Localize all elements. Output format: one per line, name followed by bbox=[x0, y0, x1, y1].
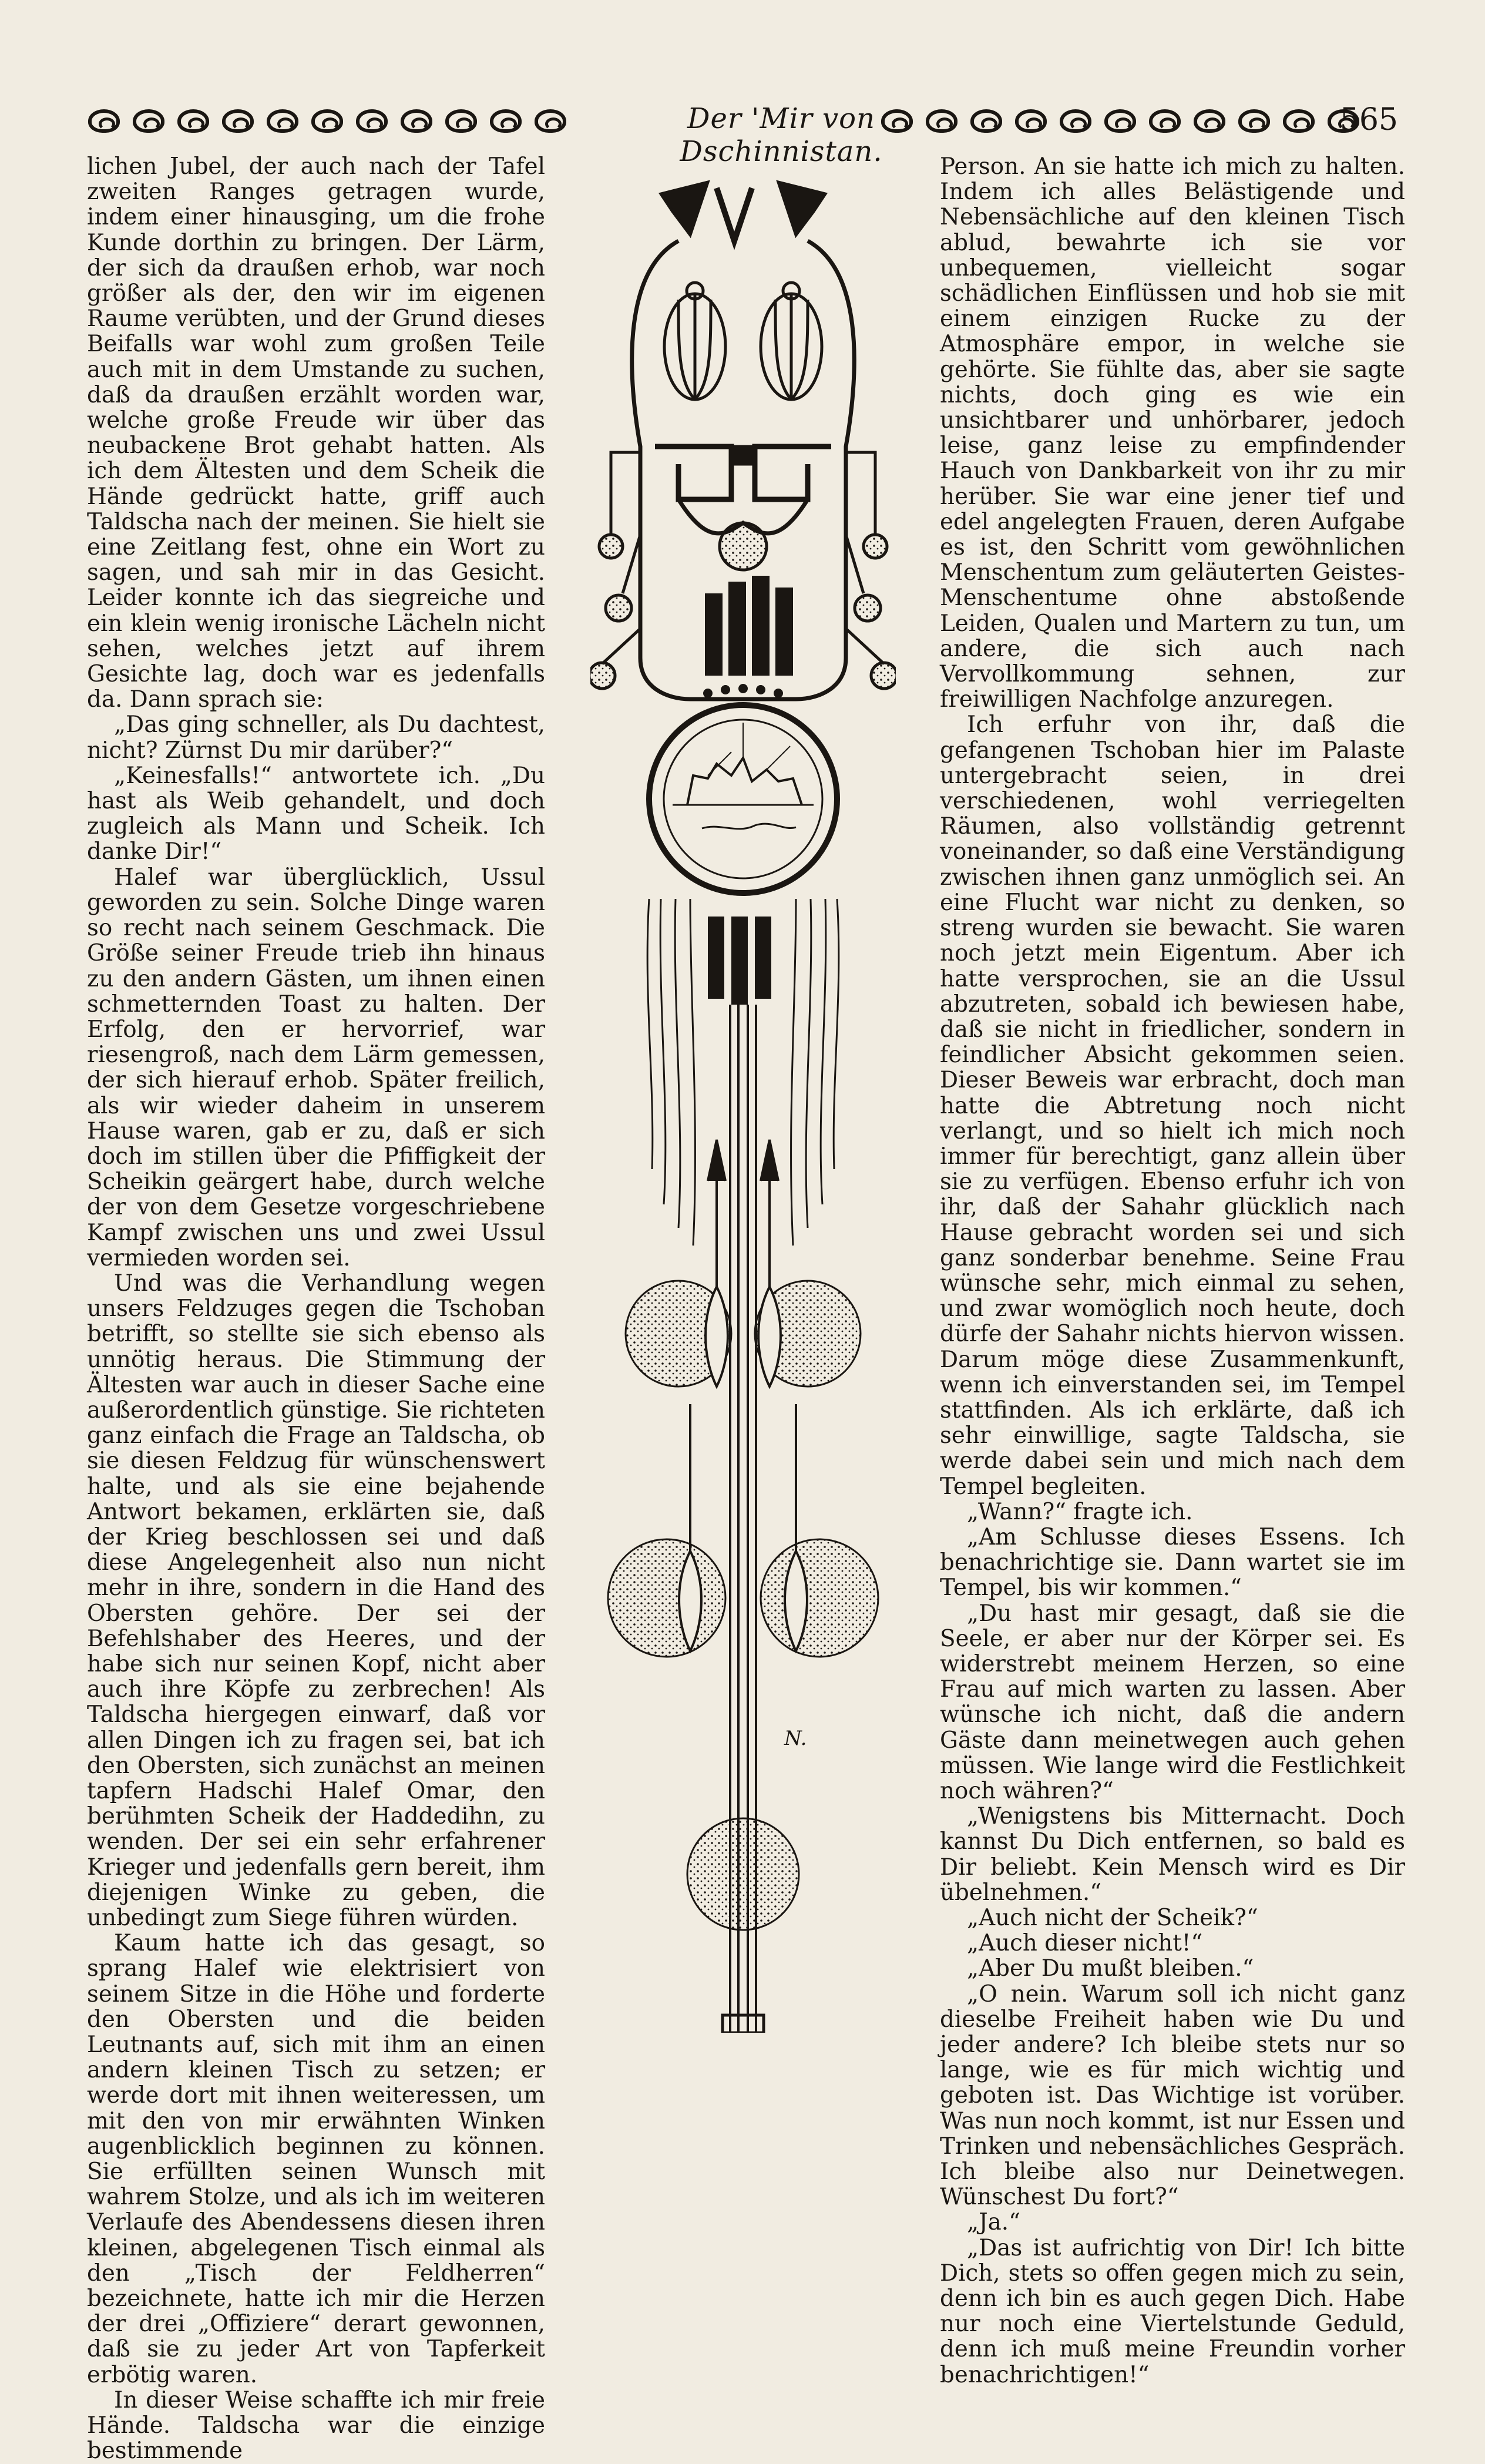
vertical-bars bbox=[705, 576, 793, 676]
flower-bud-left bbox=[664, 283, 725, 400]
pillar-base bbox=[723, 2015, 764, 2033]
paragraph: „Keinesfalls!“ antwortete ich. „Du hast als Weib gehandelt, und doch zugleich als Mann und Scheik. Ich danke Dir!“ bbox=[87, 762, 545, 865]
paragraph: „Am Schlusse dieses Essens. Ich benachrichtige sie. Dann wartet sie im Tempel, bis wir kommen.“ bbox=[940, 1523, 1405, 1602]
left-text-column bbox=[87, 154, 545, 2463]
right-text-column bbox=[940, 154, 1405, 2388]
artist-signature: N. bbox=[784, 1727, 807, 1750]
header-ornament-right bbox=[881, 109, 1359, 133]
dotted-disc bbox=[687, 1818, 799, 1930]
page-number: 565 bbox=[1339, 102, 1398, 137]
mask-ornament bbox=[655, 447, 831, 570]
running-title: Der 'Mir von Dschinnistan. bbox=[680, 102, 883, 168]
paragraph: „Auch nicht der Scheik?“ bbox=[967, 1905, 1258, 1932]
crest-leaf-ornament bbox=[661, 182, 825, 241]
paragraph: lichen Jubel, der auch nach der Tafel zweiten Ranges getragen wurde, indem einer hinausging, um die frohe Kunde dorthin zu bringen. Der Lärm, der sich da draußen erhob, war noch größer als der, den wir im eigenen Raume verübten, und der Grund dieses Beifalls war wohl zum großen Teile auch mit in dem Umstande zu suchen, daß da draußen erzählt worden war, welche große Freude wir über das neubackene Brot gehabt hatten. Als ich dem Ältesten und dem Scheik die Hände gedrückt hatte, griff auch Taldscha nach der meinen. Sie hielt sie eine Zeitlang fest, ohne ein Wort zu sagen, und sah mir in das Gesicht. Leider konnte ich das siegreiche und ein klein wenig ironische Lächeln nicht sehen, welches jetzt auf ihrem Gesichte lag, doch war es jedenfalls da. Dann sprach sie: bbox=[87, 153, 545, 713]
central-pillar-bars bbox=[708, 917, 771, 1005]
paragraph: „Das ist aufrichtig von Dir! Ich bitte Dich, stets so offen gegen mich zu sein, denn ich bin es auch gegen Dich. Habe nur noch eine Viertelstunde Geduld, denn ich muß meine Freundin vorher benachrichtigen!“ bbox=[940, 2234, 1405, 2388]
dotted-disc bbox=[608, 1539, 725, 1657]
paragraph: „Ja.“ bbox=[967, 2209, 1020, 2236]
flower-bud-right bbox=[761, 283, 822, 400]
side-pendant-left bbox=[590, 452, 640, 689]
paragraph: Kaum hatte ich das gesagt, so sprang Halef wie elektrisiert von seinem Sitze in die Höhe und forderte den Obersten und die beiden Leutnants auf, sich mit ihm an einen andern kleinen Tisch zu setzen; er werde dort mit ihnen weiteressen, um mit den von mir erwähnten Winken augenblicklich beginnen zu können. Sie erfüllten seinen Wunsch mit wahrem Stolze, und als ich im weiteren Verlaufe des Abendessens diesen ihren kleinen, abgelegenen Tisch einmal als den „Tisch der Feldherren“ bezeichnete, hatte ich mir die Herzen der drei „Offiziere“ derart gewonnen, daß sie zu jeder Art von Tapferkeit erbötig waren. bbox=[87, 1930, 545, 2388]
paragraph: In dieser Weise schaffte ich mir freie Hände. Taldscha war die einzige bestimmende bbox=[87, 2386, 545, 2464]
paragraph: „Du hast mir gesagt, daß sie die Seele, er aber nur der Körper sei. Es widerstrebt meinem Herzen, so eine Frau auf mich warten zu lassen. Aber wünsche ich nicht, daß die andern Gäste dann meinetwegen auch gehen müssen. Wie lange wird die Festlichkeit noch währen?“ bbox=[940, 1600, 1405, 1804]
paragraph: „Das ging schneller, als Du dachtest, nicht? Zürnst Du mir darüber?“ bbox=[87, 711, 545, 764]
paragraph: „O nein. Warum soll ich nicht ganz dieselbe Freiheit haben wie Du und jeder andere? Ich bleibe stets nur so lange, wie es für mich wichtig und geboten ist. Das Wichtige ist vorüber. Was nun noch kommt, ist nur Essen und Trinken und nebensächliches Gespräch. Ich bleibe also nur Deinetwegen. Wünschest Du fort?“ bbox=[940, 1980, 1405, 2211]
art-nouveau-illustration bbox=[590, 170, 896, 2033]
hanging-flower-blossoms bbox=[679, 1140, 807, 1651]
paragraph: Halef war überglücklich, Ussul geworden zu sein. Solche Dinge waren so recht nach seinem Geschmack. Die Größe seiner Freude trieb ihn hinaus zu den andern Gästen, um ihnen einen schmetternden Toast zu halten. Der Erfolg, den er hervorrief, war riesengroß, nach dem Lärm gemessen, der sich hierauf erhob. Später freilich, als wir wieder daheim in unserem Hause waren, gab er zu, daß er sich doch im stillen über die Pfiffigkeit der Scheikin geärgert habe, durch welche der von dem Gesetze vorgeschriebene Kampf zwischen uns und zwei Ussul vermieden worden sei. bbox=[87, 864, 545, 1271]
paragraph: Ich erfuhr von ihr, daß die gefangenen Tschoban hier im Palaste untergebracht seien, in drei verschiedenen, wohl verriegelten Räumen, also vollständig getrennt voneinander, so daß eine Verständigung zwischen ihnen ganz unmöglich sei. An eine Flucht war nicht zu denken, so streng wurden sie bewacht. Sie waren noch jetzt mein Eigentum. Aber ich hatte versprochen, sie an die Ussul abzutreten, sobald ich bewiesen habe, daß sie nicht in friedlicher, sondern in feindlicher Absicht gekommen seien. Dieser Beweis war erbracht, doch man hatte die Abtretung noch nicht verlangt, und so hielt ich mich noch immer für berechtigt, ganz allein über sie zu verfügen. Ebenso erfuhr ich von ihr, daß der Sahahr glücklich nach Hause gebracht worden sei und sich ganz sonderbar benehme. Seine Frau wünsche sehr, mich einmal zu sehen, und zwar womöglich noch heute, doch dürfe der Sahahr nichts hiervon wissen. Darum möge diese Zusammenkunft, wenn ich einverstanden sei, im Tempel stattfinden. Als ich erklärte, daß ich sehr einwillige, sagte Taldscha, sie werde dabei sein und mich nach dem Tempel begleiten. bbox=[940, 711, 1405, 1500]
medallion-landscape bbox=[649, 705, 837, 893]
running-header bbox=[88, 99, 1398, 168]
paragraph: Person. An sie hatte ich mich zu halten. Indem ich alles Belästigende und Nebensächliche auf den kleinen Tisch ablud, bewahrte ich sie vor unbequemen, vielleicht sogar schädlichen Einflüssen und hob sie mit einem einzigen Rucke zu der Atmosphäre empor, in welche sie gehörte. Sie fühlte das, aber sie sagte nichts, doch ging es wie ein unsichtbarer und unhörbarer, jedoch leise, ganz leise zu empfindender Hauch von Dankbarkeit von ihr zu mir herüber. Sie war eine jener tief und edel angelegten Frauen, deren Aufgabe es ist, den Schritt vom gewöhnlichen Menschentum zum geläuterten Geistes-Menschentume ohne abstoßende Leiden, Qualen und Martern zu tun, um andere, die sich auch nach Vervollkommung sehnen, zur freiwilligen Nachfolge anzuregen. bbox=[940, 153, 1405, 713]
paragraph: „Aber Du mußt bleiben.“ bbox=[967, 1955, 1254, 1982]
paragraph: „Auch dieser nicht!“ bbox=[967, 1930, 1203, 1957]
header-ornament-left bbox=[88, 109, 566, 133]
side-pendant-right bbox=[846, 452, 896, 689]
paragraph: „Wann?“ fragte ich. bbox=[967, 1498, 1193, 1525]
bead-row bbox=[703, 684, 783, 698]
paragraph: Und was die Verhandlung wegen unsers Feldzuges gegen die Tschoban betrifft, so stellte sie sich ebenso als unnötig heraus. Die Stimmung der Ältesten war auch in dieser Sache eine außerordentlich günstige. Sie richteten ganz einfach die Frage an Taldscha, ob sie diesen Feldzug für wünschenswert halte, und als sie eine bejahende Antwort bekamen, erklärten sie, daß der Krieg beschlossen sei und daß diese Angelegenheit also nun nicht mehr in ihre, sondern in die Hand des Obersten gehöre. Der sei der Befehlshaber des Heeres, und der habe sich nur seinen Kopf, nicht aber auch ihre Köpfe zu zerbrechen! Als Taldscha hiergegen einwarf, daß vor allen Dingen ich zu fragen sei, bat ich den Obersten, sich zunächst an meinen tapfern Hadschi Halef Omar, den berühmten Scheik der Haddedihn, zu wenden. Der sei ein sehr erfahrener Krieger und jedenfalls gern bereit, ihm diejenigen Winke zu geben, die unbedingt zum Siege führen würden. bbox=[87, 1270, 545, 1932]
dotted-disc bbox=[761, 1539, 878, 1657]
paragraph: „Wenigstens bis Mitternacht. Doch kannst Du Dich entfernen, so bald es Dir beliebt. Kein Mensch wird es Dir übelnehmen.“ bbox=[940, 1803, 1405, 1906]
